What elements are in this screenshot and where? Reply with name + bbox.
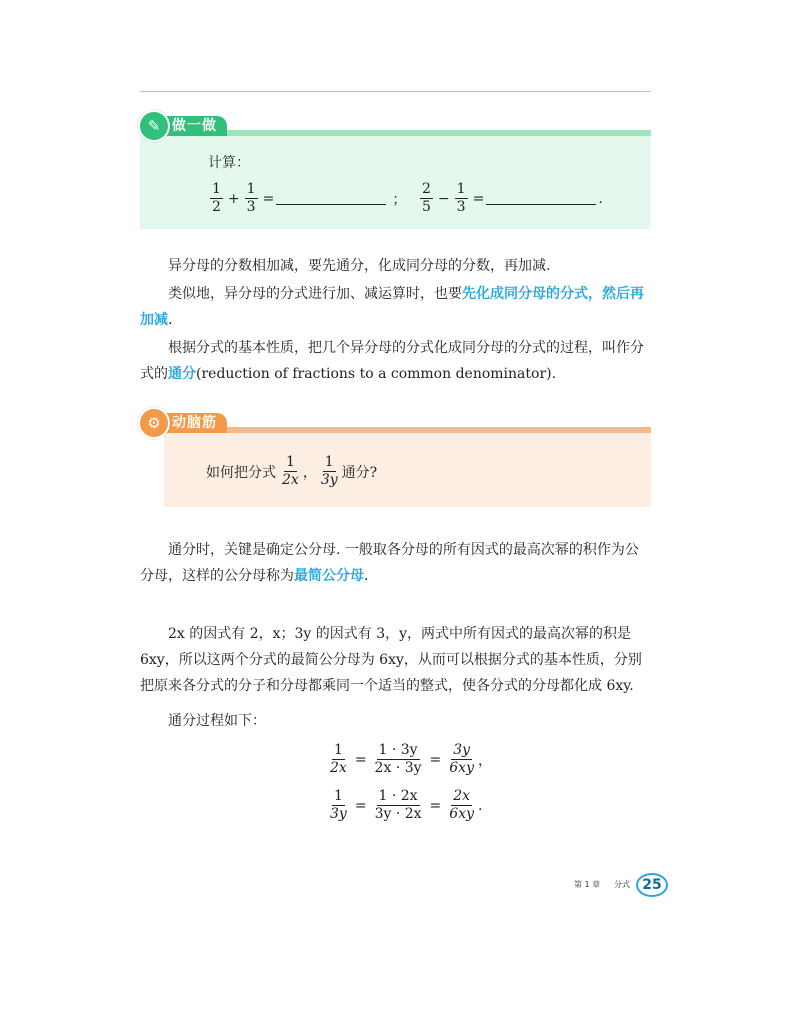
- fraction: $\frac{1}{2x}$: [330, 742, 347, 777]
- gears-icon: ⚙: [138, 407, 170, 439]
- fraction: $\frac{3y}{6xy}$: [449, 742, 474, 777]
- paragraph-3: 根据分式的基本性质，把几个异分母的分式化成同分母的分式的过程，叫作分式的通分(reduction of fractions to a common denominator).: [140, 340, 644, 382]
- work-row-2: $\frac{1}{3y}$ = $\frac{1 \cdot 2x}{3y \cdot 2x}$ = $\frac{2x}{6xy}$ .: [330, 788, 483, 823]
- highlight-term: 最简公分母: [294, 568, 364, 584]
- practice-exercise-1: $\frac{1}{2}$ + $\frac{1}{3}$ = ；: [212, 181, 407, 216]
- practice-exercise-2: $\frac{2}{5}$ − $\frac{1}{3}$ = .: [422, 181, 603, 216]
- think-title: 动脑筋: [156, 413, 227, 433]
- practice-prompt: 计算：: [208, 155, 250, 171]
- top-rule: [140, 91, 651, 92]
- fraction: $\frac{1 \cdot 2x}{3y \cdot 2x}$: [374, 788, 422, 823]
- answer-blank: [486, 202, 596, 205]
- fraction: $\frac{1}{3y}$: [330, 788, 347, 823]
- paragraph-5: 2x 的因式有 2，x；3y 的因式有 3，y，两式中所有因式的最高次幂的积是6xy，所以这两个分式的最简公分母为 6xy，从而可以根据分式的基本性质，分别把原来各分式的分子和分母都乘同一个适当的整式，使各分式的分母都化成 6xy.: [140, 626, 642, 694]
- fraction: $\frac{1}{3}$: [456, 181, 466, 216]
- highlight-text: 先化成同分母的分式，然后再加减: [140, 286, 644, 328]
- fraction: $\frac{2x}{6xy}$: [449, 788, 474, 823]
- fraction: $\frac{2}{5}$: [422, 181, 431, 216]
- practice-title: 做一做: [156, 116, 227, 136]
- paragraph-4: 通分时，关键是确定公分母. 一般取各分母的所有因式的最高次幂的积作为公分母，这样的公分母称为最简公分母.: [140, 542, 639, 584]
- fraction: $\frac{1}{3y}$: [320, 454, 338, 489]
- fraction: $\frac{1}{3}$: [246, 181, 256, 216]
- hand-writing-icon: ✎: [138, 110, 170, 142]
- footer-topic: 分式: [614, 880, 630, 889]
- paragraph-2: 类似地，异分母的分式进行加、减运算时，也要先化成同分母的分式，然后再加减.: [140, 286, 644, 328]
- fraction: $\frac{1}{2}$: [212, 181, 221, 216]
- think-question: 如何把分式 $\frac{1}{2x}$ ， $\frac{1}{3y}$ 通分?: [206, 454, 378, 489]
- paragraph-1: 异分母的分数相加减，要先通分，化成同分母的分数，再加减.: [168, 258, 551, 274]
- fraction: $\frac{1}{2x}$: [282, 454, 299, 489]
- work-row-1: $\frac{1}{2x}$ = $\frac{1 \cdot 3y}{2x \cdot 3y}$ = $\frac{3y}{6xy}$ ，: [330, 742, 492, 777]
- practice-header-strip: [200, 130, 651, 136]
- page-number: 25: [636, 873, 668, 897]
- highlight-term: 通分: [168, 366, 196, 382]
- think-header-strip: [200, 427, 651, 433]
- answer-blank: [276, 202, 386, 205]
- paragraph-6: 通分过程如下：: [168, 713, 266, 729]
- footer-chapter: 第 1 章: [574, 880, 601, 889]
- fraction: $\frac{1 \cdot 3y}{2x \cdot 3y}$: [374, 742, 422, 777]
